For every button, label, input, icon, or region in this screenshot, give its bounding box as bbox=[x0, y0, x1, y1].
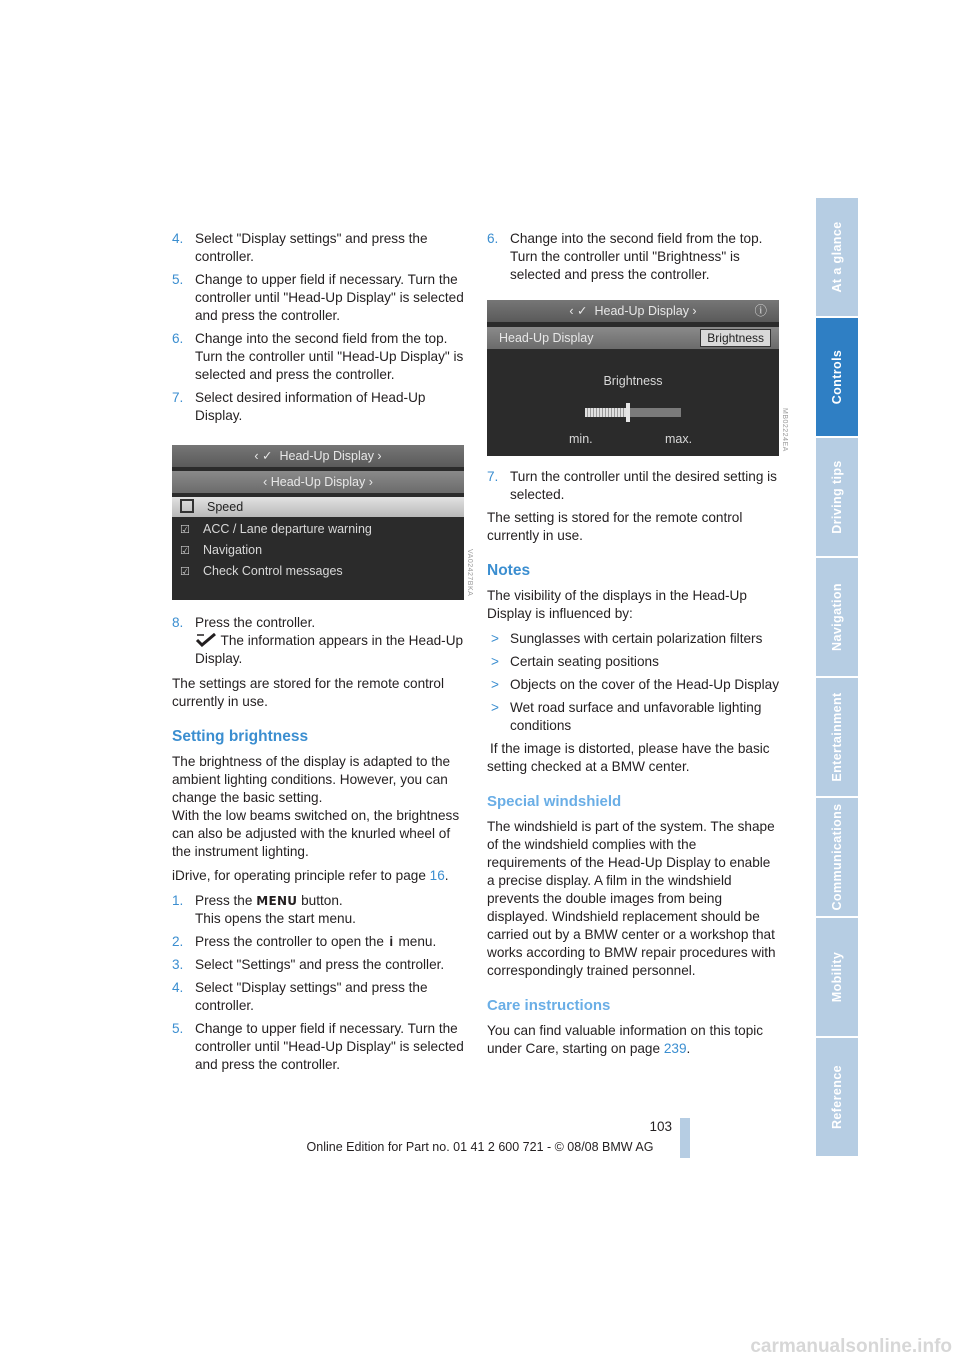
bullet-arrow-icon: > bbox=[491, 654, 499, 669]
notes-intro: The visibility of the displays in the Head-Up Display is influenced by: bbox=[487, 588, 747, 621]
step-text: This opens the start menu. bbox=[195, 911, 356, 926]
left-column bbox=[172, 230, 473, 1079]
checkbox-checked-icon: ☑ bbox=[180, 524, 190, 536]
step-b-2 bbox=[172, 933, 464, 951]
right-column bbox=[487, 230, 788, 1065]
screen-top-bar: ‹ ✓ Head-Up Display › bbox=[172, 445, 464, 467]
step-b-4 bbox=[172, 979, 464, 1015]
page-link-239[interactable]: 239 bbox=[663, 1041, 687, 1056]
tab-label: Reference bbox=[830, 1064, 844, 1130]
bullet-item bbox=[487, 699, 779, 735]
step-b-1 bbox=[172, 892, 464, 928]
step-6 bbox=[172, 330, 464, 384]
bullet-arrow-icon: > bbox=[491, 631, 499, 646]
tab-label: Entertainment bbox=[830, 692, 844, 782]
hud-item-check-control[interactable] bbox=[172, 561, 464, 581]
step-number: 5. bbox=[172, 1021, 184, 1036]
brightness-para-2: With the low beams switched on, the brightness can also be adjusted with the knurled wheel of the instrument lighting. bbox=[172, 808, 460, 859]
step-number: 6. bbox=[172, 331, 184, 346]
hud-info-screen bbox=[172, 445, 473, 600]
hud-item-acc[interactable] bbox=[172, 519, 464, 539]
slider-max-label: max. bbox=[665, 432, 693, 446]
hud-item-label: Check Control messages bbox=[203, 564, 343, 578]
heading-notes: Notes bbox=[487, 562, 531, 579]
step-number: 3. bbox=[172, 957, 184, 972]
step-8 bbox=[172, 614, 464, 668]
step-b-3 bbox=[172, 956, 464, 974]
checkmark-icon bbox=[195, 633, 217, 647]
tab-mobility[interactable] bbox=[816, 918, 858, 1036]
step-text: The information appears in the Head-Up Display. bbox=[195, 633, 464, 666]
bullet-arrow-icon: > bbox=[491, 677, 499, 692]
tab-label: Communications bbox=[830, 803, 844, 911]
care-text: You can find valuable information on this topic under Care, starting on page 239. bbox=[487, 1023, 764, 1056]
checkbox-checked-icon: ☑ bbox=[180, 566, 190, 578]
distorted-text: If the image is distorted, please have the basic setting checked at a BMW center. bbox=[487, 741, 770, 774]
tab-communications[interactable] bbox=[816, 798, 858, 916]
step-number: 7. bbox=[172, 390, 184, 405]
hud-item-label: Navigation bbox=[203, 543, 263, 557]
bullet-text: Sunglasses with certain polarization filters bbox=[510, 631, 763, 646]
step-text: Change to upper field if necessary. Turn the controller until "Head-Up Display" is selected and press the controller. bbox=[195, 272, 464, 323]
step-text: Select "Display settings" and press the controller. bbox=[195, 231, 428, 264]
tab-head-up-display[interactable]: Head-Up Display bbox=[499, 331, 594, 345]
bullet-text: Objects on the cover of the Head-Up Display bbox=[510, 677, 779, 692]
tab-label: Navigation bbox=[830, 583, 844, 651]
care-text-body: You can find valuable information on this topic under Care, starting on page bbox=[487, 1023, 764, 1056]
info-circle-icon: ⓘ bbox=[754, 304, 767, 318]
brightness-slider[interactable] bbox=[585, 408, 681, 417]
settings-stored-text: The settings are stored for the remote control currently in use. bbox=[172, 676, 445, 709]
step-text: Turn the controller until the desired setting is selected. bbox=[510, 469, 777, 502]
bullet-item bbox=[487, 653, 779, 671]
step-text: Press the controller. bbox=[195, 615, 316, 630]
step-r-7 bbox=[487, 468, 779, 504]
step-number: 6. bbox=[487, 231, 499, 246]
slider-knob[interactable] bbox=[626, 403, 630, 422]
tab-brightness[interactable]: Brightness bbox=[700, 329, 771, 347]
step-text: Select desired information of Head-Up Display. bbox=[195, 390, 426, 423]
page-link-16[interactable]: 16 bbox=[429, 868, 445, 883]
bullet-text: Wet road surface and unfavorable lighting conditions bbox=[510, 700, 762, 733]
tab-label: Controls bbox=[830, 349, 844, 405]
step-text: Change to upper field if necessary. Turn the controller until "Head-Up Display" is selected and press the controller. bbox=[195, 1021, 464, 1072]
step-number: 1. bbox=[172, 893, 184, 908]
step-b-5 bbox=[172, 1020, 464, 1074]
image-code: MB02224EA bbox=[781, 408, 788, 452]
checkbox-empty-icon bbox=[180, 499, 194, 513]
screen-top-bar-label: Head-Up Display bbox=[279, 449, 374, 463]
hud-item-navigation[interactable] bbox=[172, 540, 464, 560]
bullet-text: Certain seating positions bbox=[510, 654, 659, 669]
step-number: 5. bbox=[172, 272, 184, 287]
image-code: VA02427BKA bbox=[466, 548, 473, 596]
heading-setting-brightness: Setting brightness bbox=[172, 728, 309, 745]
step-number: 4. bbox=[172, 231, 184, 246]
step-text: Select "Settings" and press the controller. bbox=[195, 957, 445, 972]
brightness-label: Brightness bbox=[603, 374, 663, 388]
hud-brightness-screen bbox=[487, 300, 788, 456]
slider-fill bbox=[585, 408, 628, 417]
menu-button-label: MENU bbox=[256, 894, 298, 908]
hud-item-speed[interactable] bbox=[172, 497, 464, 517]
step-number: 4. bbox=[172, 980, 184, 995]
screen-second-bar: ‹ Head-Up Display › bbox=[172, 471, 464, 493]
idrive-reference: iDrive, for operating principle refer to page 16. bbox=[172, 868, 449, 883]
idrive-text: iDrive, for operating principle refer to page bbox=[172, 868, 426, 883]
step-5 bbox=[172, 271, 464, 325]
step-r-6 bbox=[487, 230, 779, 284]
footer-text: Online Edition for Part no. 01 41 2 600 721 - © 08/08 BMW AG bbox=[306, 1140, 654, 1154]
screen-top-bar: ‹ ✓ Head-Up Display › ⓘ bbox=[487, 300, 779, 322]
watermark: carmanualsonline.info bbox=[750, 1336, 952, 1357]
checkbox-checked-icon: ☑ bbox=[180, 545, 190, 557]
step-text: Change into the second field from the top. Turn the controller until "Head-Up Display" is selected and press the controller. bbox=[195, 331, 464, 382]
brightness-para bbox=[172, 753, 464, 861]
tab-label: At a glance bbox=[830, 221, 844, 293]
step-number: 2. bbox=[172, 934, 184, 949]
bullet-arrow-icon: > bbox=[491, 700, 499, 715]
tab-driving-tips[interactable] bbox=[816, 438, 858, 556]
step-text: Select "Display settings" and press the controller. bbox=[195, 980, 428, 1013]
bullet-item bbox=[487, 676, 779, 694]
check-icon: ✓ bbox=[577, 304, 588, 318]
hud-item-label: Speed bbox=[207, 500, 244, 514]
heading-special-windshield: Special windshield bbox=[487, 793, 622, 810]
step-text: menu. bbox=[398, 934, 437, 949]
page-number: 103 bbox=[649, 1119, 672, 1134]
tab-label: Driving tips bbox=[830, 460, 844, 534]
step-text: Press the bbox=[195, 893, 253, 908]
tab-label: Mobility bbox=[830, 951, 844, 1003]
step-7 bbox=[172, 389, 464, 425]
step-number: 7. bbox=[487, 469, 499, 484]
setting-stored-text: The setting is stored for the remote control currently in use. bbox=[487, 510, 743, 543]
tab-entertainment[interactable] bbox=[816, 678, 858, 796]
tab-controls[interactable] bbox=[816, 318, 858, 436]
windshield-text: The windshield is part of the system. The shape of the windshield complies with the requirements of the Head-Up Display to enable a precise display. A film in the windshield prevents the double images from being displayed. Windshield replacement should be carried out by a BMW center or a workshop that works according to BMW repair procedures with correspondingly trained personnel. bbox=[487, 819, 776, 978]
step-text: Change into the second field from the top. Turn the controller until "Brightness" is selected and press the controller. bbox=[510, 231, 763, 282]
heading-care-instructions: Care instructions bbox=[487, 997, 611, 1014]
step-number: 8. bbox=[172, 615, 184, 630]
step-4 bbox=[172, 230, 464, 266]
tab-at-a-glance[interactable] bbox=[816, 198, 858, 316]
screen-second-bar-label: Head-Up Display bbox=[270, 475, 366, 489]
slider-min-label: min. bbox=[569, 432, 593, 446]
step-text: Press the controller to open the bbox=[195, 934, 384, 949]
hud-item-label: ACC / Lane departure warning bbox=[203, 522, 372, 536]
bullet-item bbox=[487, 630, 779, 648]
info-icon: i bbox=[389, 934, 394, 949]
tab-navigation[interactable] bbox=[816, 558, 858, 676]
brightness-para-1: The brightness of the display is adapted to the ambient lighting conditions. However, you can change the basic setting. bbox=[172, 754, 451, 805]
brightness-tab-bar bbox=[487, 327, 779, 349]
step-text: button. bbox=[301, 893, 343, 908]
check-icon: ✓ bbox=[262, 449, 273, 463]
screen-top-bar-label: Head-Up Display bbox=[594, 304, 689, 318]
